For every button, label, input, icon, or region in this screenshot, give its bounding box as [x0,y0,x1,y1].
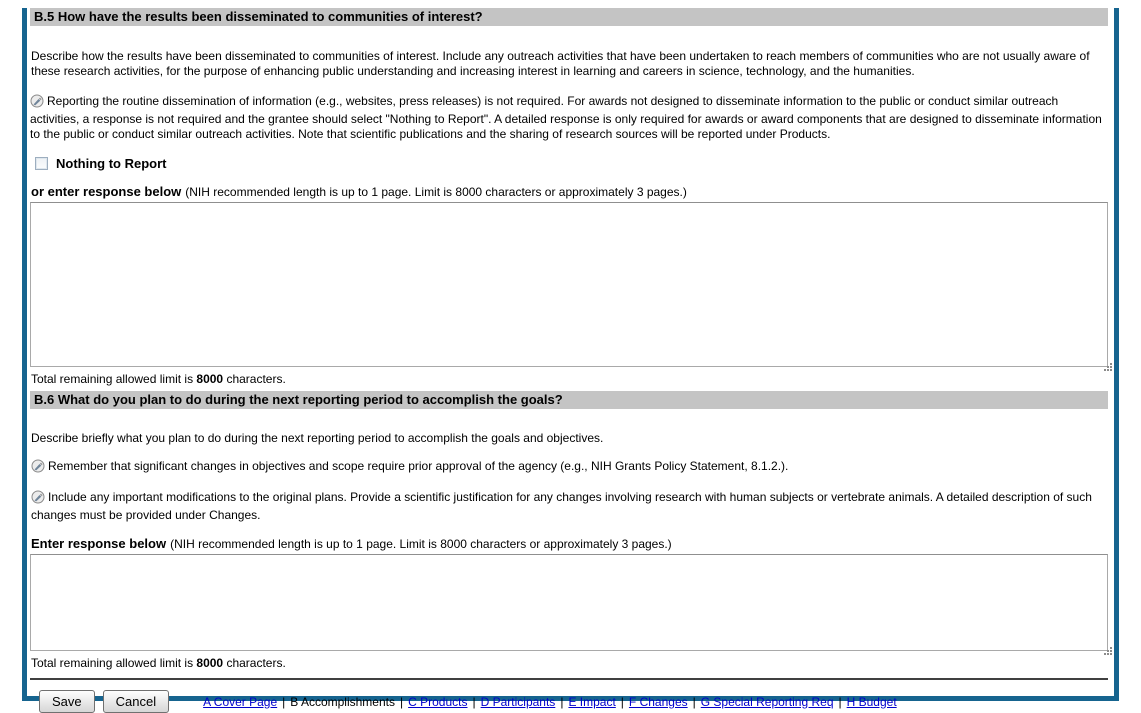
b5-remaining-count: 8000 [196,372,224,386]
nav-link-products[interactable]: C Products [408,694,468,709]
b5-remaining-text [30,372,1108,386]
form-content [27,8,1114,713]
b5-response-textarea[interactable] [30,202,1108,367]
b5-response-label: or enter response below [31,184,182,199]
nav-current-accomplishments: B Accomplishments [290,694,395,709]
b6-remaining-suffix: characters. [223,656,286,670]
b6-remaining-text [30,656,1108,670]
nav-link-changes[interactable]: F Changes [628,694,688,709]
b6-description: Describe briefly what you plan to do during the next reporting period to accomplish the goals and objectives. [31,431,604,445]
b6-response-label-row [30,536,1108,551]
cancel-button[interactable]: Cancel [103,690,169,713]
nav-link-participants[interactable]: D Participants [480,694,556,709]
nav-separator: | [400,694,404,709]
b6-remaining-prefix: Total remaining allowed limit is [31,656,197,670]
writing-pen-icon [31,490,45,508]
b6-instruction-note-2 [30,490,1108,523]
nav-separator: | [560,694,564,709]
section-b5-header [30,8,1108,26]
nothing-to-report-checkbox[interactable] [35,157,48,170]
b6-response-hint: (NIH recommended length is up to 1 page. Limit is 8000 characters or approximately 3 pages.) [170,537,672,551]
nav-link-cover-page[interactable]: A Cover Page [203,694,278,709]
b6-remaining-count: 8000 [196,656,224,670]
b6-response-wrapper [30,554,1108,651]
content-frame [22,8,1119,709]
b5-response-hint: (NIH recommended length is up to 1 page. Limit is 8000 characters or approximately 3 pages.) [185,185,687,199]
section-b6-header [30,391,1108,409]
resize-grip-icon[interactable] [1103,646,1105,648]
nav-separator: | [692,694,696,709]
b5-response-label-row [30,184,1108,199]
b6-response-textarea[interactable] [30,554,1108,651]
footer-toolbar [30,680,1108,713]
b5-description: Describe how the results have been disseminated to communities of interest. Include any outreach activities that have been undertaken to reach members of communities who are not usually aware of these research activities, for the purpose of enhancing public understanding and increasing interest in learning and careers in science, technology, and the humanities. [31,49,1090,78]
nav-link-special-reporting-req[interactable]: G Special Reporting Req [700,694,834,709]
nav-separator: | [282,694,286,709]
nav-link-impact[interactable]: E Impact [568,694,616,709]
b5-response-wrapper [30,202,1108,367]
nav-separator: | [620,694,624,709]
writing-pen-icon [30,94,44,112]
nothing-to-report-row [30,156,1108,171]
writing-pen-icon [31,459,45,477]
section-b6-title: B.6 What do you plan to do during the next reporting period to accomplish the goals? [34,392,563,407]
section-nav [203,695,897,709]
b6-instruction-note-1 [30,459,1108,477]
b5-instruction-note [30,94,1108,142]
b5-instruction-note-text: Reporting the routine dissemination of information (e.g., websites, press releases) is not required. For awards not designed to disseminate information to the public or conduct similar outreach activities, a response is not required and the grantee should select "Nothing to Report". A detailed response is only required for awards or award components that are designed to disseminate information to the public or conduct similar outreach activities. Note that scientific publications and the sharing of research sources will be reported under Products. [30,94,1102,141]
save-button[interactable]: Save [39,690,95,713]
nothing-to-report-label: Nothing to Report [56,156,167,171]
b5-remaining-suffix: characters. [223,372,286,386]
section-b5-title: B.5 How have the results been disseminated to communities of interest? [34,9,483,24]
b6-response-label: Enter response below [31,536,167,551]
b5-remaining-prefix: Total remaining allowed limit is [31,372,197,386]
nav-separator: | [838,694,842,709]
b6-instruction-note-2-text: Include any important modifications to the original plans. Provide a scientific justification for any changes involving research with human subjects or vertebrate animals. A detailed description of such changes must be provided under Changes. [31,490,1092,522]
nav-link-budget[interactable]: H Budget [846,694,897,709]
resize-grip-icon[interactable] [1103,362,1105,364]
nav-separator: | [472,694,476,709]
b6-instruction-note-1-text: Remember that significant changes in objectives and scope require prior approval of the agency (e.g., NIH Grants Policy Statement, 8.1.2.). [48,459,789,473]
